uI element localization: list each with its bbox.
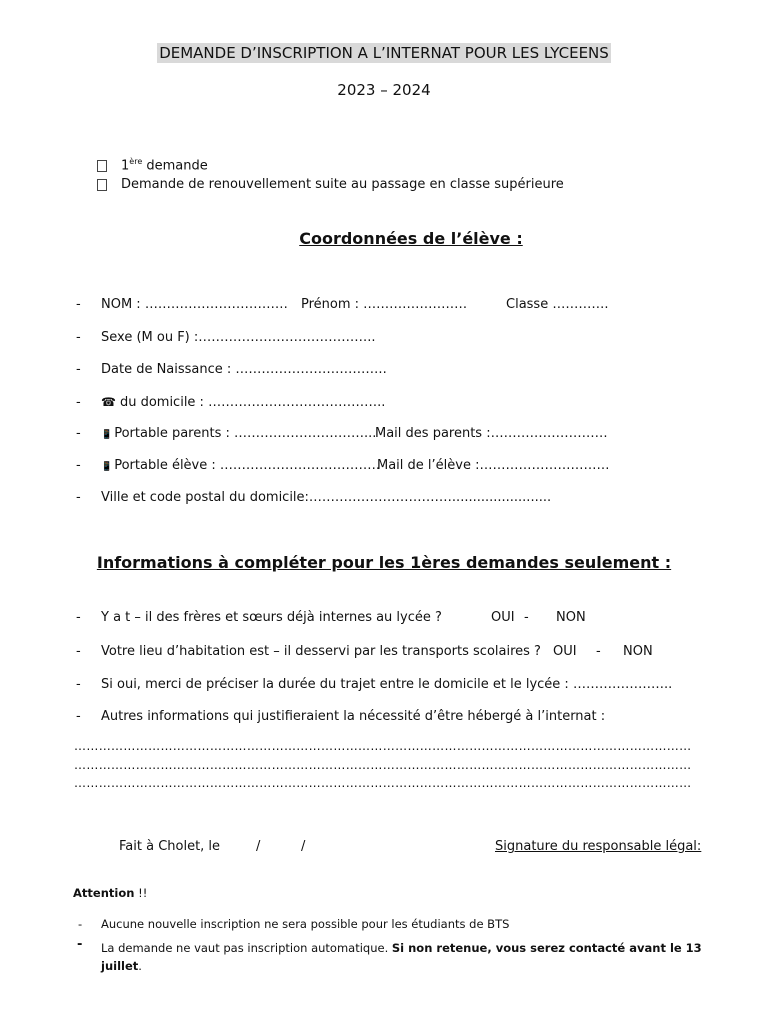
first-request-info-heading: Informations à compléter pour les 1ères demandes seulement : bbox=[96, 553, 672, 572]
list-marker: - bbox=[76, 330, 81, 345]
student-mail-field[interactable]: Mail de l’élève :………………………… bbox=[377, 458, 610, 473]
renewal-checkbox[interactable] bbox=[97, 179, 107, 191]
automatic-inscription-note: La demande ne vaut pas inscription automatique. Si non retenue, vous serez contacté avant le 13 juillet. bbox=[101, 941, 702, 973]
city-postal-field[interactable]: Ville et code postal du domicile:……………………………........................ bbox=[101, 490, 552, 505]
list-marker: - bbox=[76, 458, 81, 473]
telephone-icon: ☎ bbox=[101, 395, 116, 409]
list-marker: - bbox=[76, 644, 81, 659]
date-slash: / bbox=[301, 839, 306, 854]
mobile-phone-icon: 📱 bbox=[101, 430, 113, 440]
list-marker: - bbox=[76, 297, 81, 312]
list-marker: - bbox=[76, 677, 81, 692]
travel-duration-field[interactable]: Si oui, merci de préciser la durée du trajet entre le domicile et le lycée : ………………….. bbox=[101, 677, 673, 692]
date-slash: / bbox=[256, 839, 261, 854]
mobile-phone-icon: 📱 bbox=[101, 462, 113, 472]
parents-mail-field[interactable]: Mail des parents :……………………… bbox=[375, 426, 608, 441]
nom-field[interactable]: NOM : …………………………… bbox=[101, 297, 288, 312]
siblings-question: Y a t – il des frères et sœurs déjà internes au lycée ? bbox=[101, 610, 442, 625]
prenom-field[interactable]: Prénom : …………………… bbox=[301, 297, 468, 312]
other-info-line[interactable]: …………………………………………………………………………………………………………………………………… bbox=[74, 776, 692, 790]
student-mobile-field[interactable]: 📱 Portable élève : ………………………………. bbox=[101, 458, 381, 473]
other-info-line[interactable]: …………………………………………………………………………………………………………………………………… bbox=[74, 758, 692, 772]
other-info-line[interactable]: …………………………………………………………………………………………………………………………………… bbox=[74, 739, 692, 753]
student-details-heading: Coordonnées de l’élève : bbox=[299, 229, 523, 248]
siblings-non-option[interactable]: NON bbox=[556, 610, 586, 625]
classe-field[interactable]: Classe …………. bbox=[506, 297, 609, 312]
first-request-option: 1ère demande bbox=[97, 157, 208, 173]
school-year: 2023 – 2024 bbox=[337, 81, 431, 99]
list-marker: - bbox=[76, 490, 81, 505]
list-marker: - bbox=[77, 937, 83, 952]
home-phone-field[interactable]: ☎ du domicile : ………………………………….. bbox=[101, 395, 386, 410]
transport-non-option[interactable]: NON bbox=[623, 644, 653, 659]
birth-date-field[interactable]: Date de Naissance : …………………………….. bbox=[101, 362, 387, 377]
list-marker: - bbox=[78, 917, 83, 931]
parents-mobile-field[interactable]: 📱 Portable parents : …………………………... bbox=[101, 426, 377, 441]
list-marker: - bbox=[76, 395, 81, 410]
list-marker: - bbox=[76, 610, 81, 625]
form-title bbox=[0, 44, 768, 62]
option-separator: - bbox=[524, 610, 529, 625]
transport-oui-option[interactable]: OUI bbox=[553, 644, 577, 659]
place-date-label: Fait à Cholet, le bbox=[119, 839, 221, 854]
attention-label: Attention !! bbox=[73, 886, 148, 900]
list-marker: - bbox=[76, 426, 81, 441]
sexe-field[interactable]: Sexe (M ou F) :………………………………….. bbox=[101, 330, 376, 345]
first-request-checkbox[interactable] bbox=[97, 160, 107, 172]
list-marker: - bbox=[76, 362, 81, 377]
signature-label: Signature du responsable légal: bbox=[495, 839, 702, 854]
renewal-option: Demande de renouvellement suite au passage en classe supérieure bbox=[97, 177, 564, 192]
other-info-question: Autres informations qui justifieraient la nécessité d’être hébergé à l’internat : bbox=[101, 709, 606, 724]
option-separator: - bbox=[596, 644, 601, 659]
form-title-text: DEMANDE D’INSCRIPTION A L’INTERNAT POUR LES LYCEENS bbox=[159, 44, 609, 62]
list-marker: - bbox=[76, 709, 81, 724]
transport-question: Votre lieu d’habitation est – il desservi par les transports scolaires ? bbox=[101, 644, 541, 659]
siblings-oui-option[interactable]: OUI bbox=[491, 610, 515, 625]
bts-note: Aucune nouvelle inscription ne sera possible pour les étudiants de BTS bbox=[101, 917, 510, 931]
